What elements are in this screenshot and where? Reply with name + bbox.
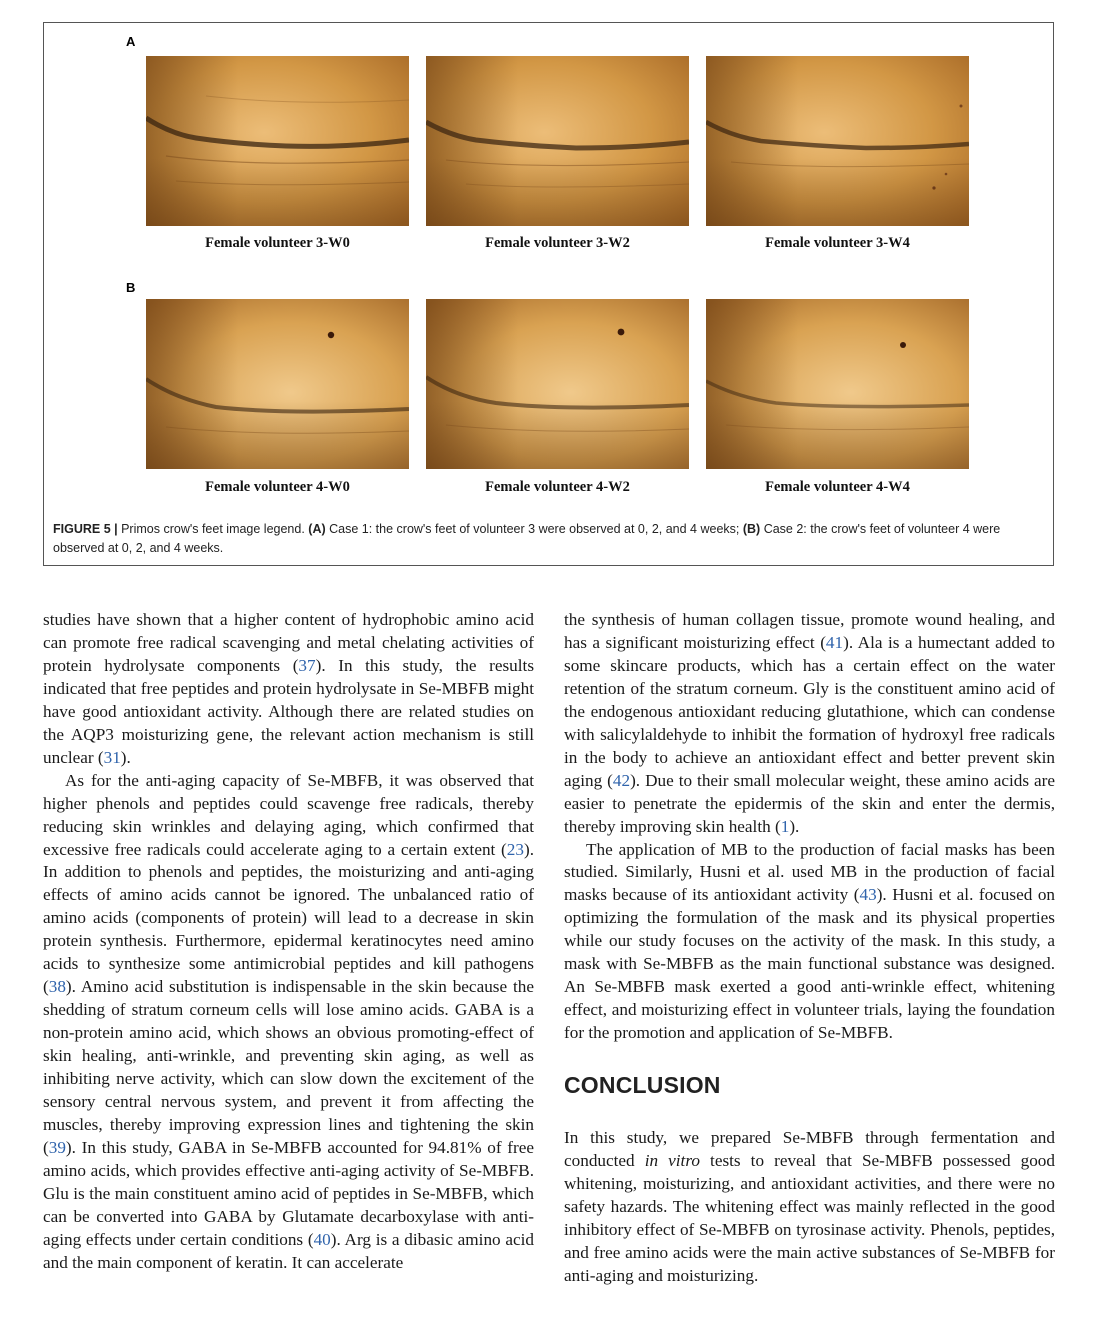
paragraph	[43, 770, 534, 1275]
reference-link[interactable]: 23	[506, 839, 524, 859]
photo-caption: Female volunteer 3-W4	[765, 235, 910, 251]
paragraph	[564, 1127, 1055, 1288]
photo-caption: Female volunteer 3-W0	[205, 235, 350, 251]
paragraph-text: ). Arg is a dibasic amino acid and the main component of keratin. It can accelerate	[43, 1229, 534, 1272]
reference-link[interactable]: 43	[859, 885, 877, 905]
reference-link[interactable]: 42	[612, 770, 631, 790]
reference-link[interactable]: 37	[298, 655, 316, 675]
paragraph-text: tests to reveal that Se-MBFB possessed good whitening, moisturizing, and antioxidant activities, and there were no safety hazards. The whitening effect was mainly reflected in the good inhibitory effect of Se-MBFB on tyrosinase activity. Phenols, peptides, and free amino acids were the main active substances of Se-MBFB for anti-aging and moisturizing.	[564, 1151, 1055, 1285]
paragraph-text: ). Ala is a humectant added to some skincare products, which has a certain effect on the water retention of the stratum corneum. Gly is the constituent amino acid of the endogenous antioxidant reducing glutathione, which can condense with salicylaldehyde to inhibit the formation of hydroxyl free radicals in the body to achieve an antioxidant effect and better prevent skin aging (	[564, 632, 1055, 790]
panel-a-label: A	[126, 34, 136, 49]
caption-panel-b: (B)	[742, 522, 761, 536]
reference-link[interactable]: 38	[48, 977, 66, 997]
section-heading-conclusion: CONCLUSION	[564, 1072, 721, 1099]
caption-text: Case 2: the crow's feet of volunteer 4 were observed at 0, 2, and 4 weeks.	[53, 522, 1001, 555]
paragraph	[564, 839, 1055, 1046]
paragraph	[564, 609, 1055, 839]
caption-text: Primos crow's feet image legend.	[117, 522, 309, 536]
photo-caption: Female volunteer 3-W2	[485, 235, 630, 251]
photo-caption: Female volunteer 4-W0	[205, 479, 350, 495]
paragraph-text: ). In this study, the results indicated that free peptides and protein hydrolysate in Se-MBFB might have good antioxidant activity. Although there are related studies on the AQP3 moisturizing gene, the relevant action mechanism is still unclear (	[43, 655, 535, 767]
paragraph-text: The application of MB to the production of facial masks has been studied. Similarly, Husni et al. used MB in the production of facial masks because of its antioxidant activity (	[564, 839, 1055, 905]
reference-link[interactable]: 39	[48, 1137, 66, 1157]
photo-volunteer-3-w0	[146, 56, 409, 226]
italic-term: in vitro	[644, 1151, 700, 1171]
paragraph-text: ). In addition to phenols and peptides, the moisturizing and anti-aging effects of amino acids cannot be ignored. The unbalanced ratio of amino acids (components of protein) will lead to a decrease in skin protein synthesis. Furthermore, epidermal keratinocytes need amino acids to synthesize some antimicrobial peptides and kill pathogens (	[43, 839, 534, 997]
photo-volunteer-3-w2	[426, 56, 689, 226]
paragraph-text: ). Amino acid substitution is indispensable in the skin because the shedding of stratum corneum cells will lose amino acids. GABA is a non-protein amino acid, which shows an obvious promoting-effect of skin healing, anti-wrinkle, and preventing skin aging, as well as inhibiting nerve activity, which can slow down the excitement of the sensory central nervous system, and prevent it from affecting the muscles, thereby improving expression lines and tightening the skin (	[43, 977, 534, 1157]
reference-link[interactable]: 31	[103, 747, 121, 767]
photo-volunteer-4-w4	[706, 299, 969, 469]
photo-volunteer-4-w0	[146, 299, 409, 469]
paragraph-text: ).	[789, 816, 800, 836]
paragraph-text: studies have shown that a higher content of hydrophobic amino acid can promote free radical scavenging and metal chelating activities of protein hydrolysate components (	[43, 610, 534, 675]
paragraph-text: ).	[120, 747, 131, 767]
left-column	[43, 609, 534, 1275]
figure-caption	[53, 520, 1045, 558]
caption-text: Case 1: the crow's feet of volunteer 3 were observed at 0, 2, and 4 weeks;	[325, 522, 743, 536]
reference-link[interactable]: 40	[313, 1229, 331, 1249]
paragraph-text: the synthesis of human collagen tissue, promote wound healing, and has a significant moisturizing effect (	[564, 610, 1055, 652]
right-column	[564, 609, 1055, 1288]
photo-caption: Female volunteer 4-W4	[765, 479, 910, 495]
paragraph-text: ). Husni et al. focused on optimizing the formulation of the mask and its physical properties while our study focuses on the activity of the mask. In this study, a mask with Se-MBFB as the main functional substance was designed. An Se-MBFB mask exerted a good anti-wrinkle effect, whitening effect, and moisturizing effect in volunteer trials, laying the foundation for the promotion and application of Se-MBFB.	[564, 885, 1056, 1043]
photo-caption: Female volunteer 4-W2	[485, 479, 630, 495]
paragraph	[43, 609, 534, 770]
caption-panel-a: (A)	[308, 522, 326, 536]
reference-link[interactable]: 41	[825, 632, 844, 652]
panel-b-label: B	[126, 280, 136, 295]
paragraph-text: As for the anti-aging capacity of Se-MBFB, it was observed that higher phenols and peptides could scavenge free radicals, thereby reducing skin wrinkles and delaying aging, which confirmed that excessive free radicals could accelerate aging to a certain extent (	[43, 770, 534, 859]
photo-volunteer-3-w4	[706, 56, 969, 226]
paragraph-text: ). In this study, GABA in Se-MBFB accounted for 94.81% of free amino acids, which provides effective anti-aging activity of Se-MBFB. Glu is the main constituent amino acid of peptides in Se-MBFB, which can be converted into GABA by Glutamate decarboxylase with anti-aging effects under certain conditions (	[43, 1137, 534, 1249]
figure-label: FIGURE 5 |	[53, 522, 118, 536]
reference-link[interactable]: 1	[780, 816, 790, 836]
paragraph-text: ). Due to their small molecular weight, these amino acids are easier to penetrate the epidermis of the skin and enter the dermis, thereby improving skin health (	[564, 770, 1055, 836]
photo-volunteer-4-w2	[426, 299, 689, 469]
paragraph-text: In this study, we prepared Se-MBFB through fermentation and conducted	[564, 1128, 1055, 1171]
figure-5	[43, 22, 1054, 566]
